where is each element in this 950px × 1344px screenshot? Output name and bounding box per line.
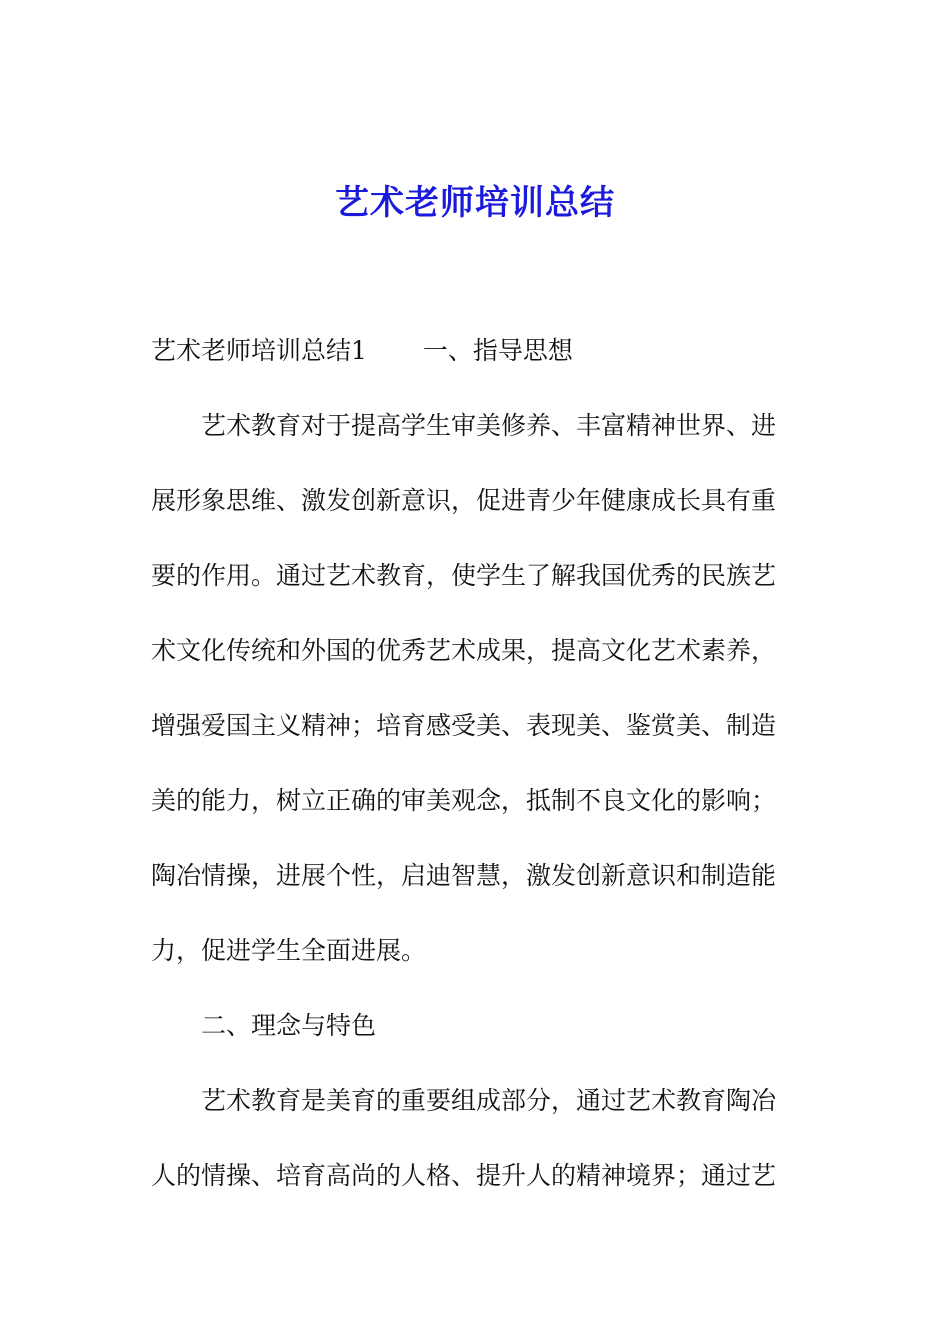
paragraph-two bbox=[151, 1082, 791, 1194]
paragraph-line: 增强爱国主义精神；培育感受美、表现美、鉴赏美、制造 bbox=[151, 711, 777, 740]
section-two bbox=[151, 1007, 791, 1044]
document-title: 艺术老师培训总结 bbox=[335, 183, 615, 223]
paragraph-line: 艺术教育对于提高学生审美修养、丰富精神世界、进 bbox=[201, 411, 777, 440]
paragraph-one bbox=[151, 407, 791, 969]
heading-line bbox=[151, 332, 791, 369]
section-two-heading: 二、理念与特色 bbox=[201, 1011, 377, 1040]
subtitle: 艺术老师培训总结1 bbox=[151, 336, 367, 365]
paragraph-line: 展形象思维、激发创新意识，促进青少年健康成长具有重 bbox=[151, 486, 777, 515]
paragraph-line: 艺术教育是美育的重要组成部分，通过艺术教育陶冶 bbox=[201, 1086, 777, 1115]
paragraph-line: 陶冶情操，进展个性，启迪智慧，激发创新意识和制造能 bbox=[151, 861, 777, 890]
paragraph-line: 术文化传统和外国的优秀艺术成果，提高文化艺术素养， bbox=[151, 636, 777, 665]
paragraph-line: 要的作用。通过艺术教育，使学生了解我国优秀的民族艺 bbox=[151, 561, 777, 590]
section-one-heading: 一、指导思想 bbox=[422, 336, 573, 365]
document-body bbox=[151, 332, 791, 1232]
paragraph-line: 美的能力，树立正确的审美观念，抵制不良文化的影响； bbox=[151, 786, 777, 815]
paragraph-line: 力，促进学生全面进展。 bbox=[151, 936, 427, 965]
heading-line-text bbox=[151, 332, 791, 369]
paragraph-line: 人的情操、培育高尚的人格、提升人的精神境界；通过艺 bbox=[151, 1161, 777, 1190]
